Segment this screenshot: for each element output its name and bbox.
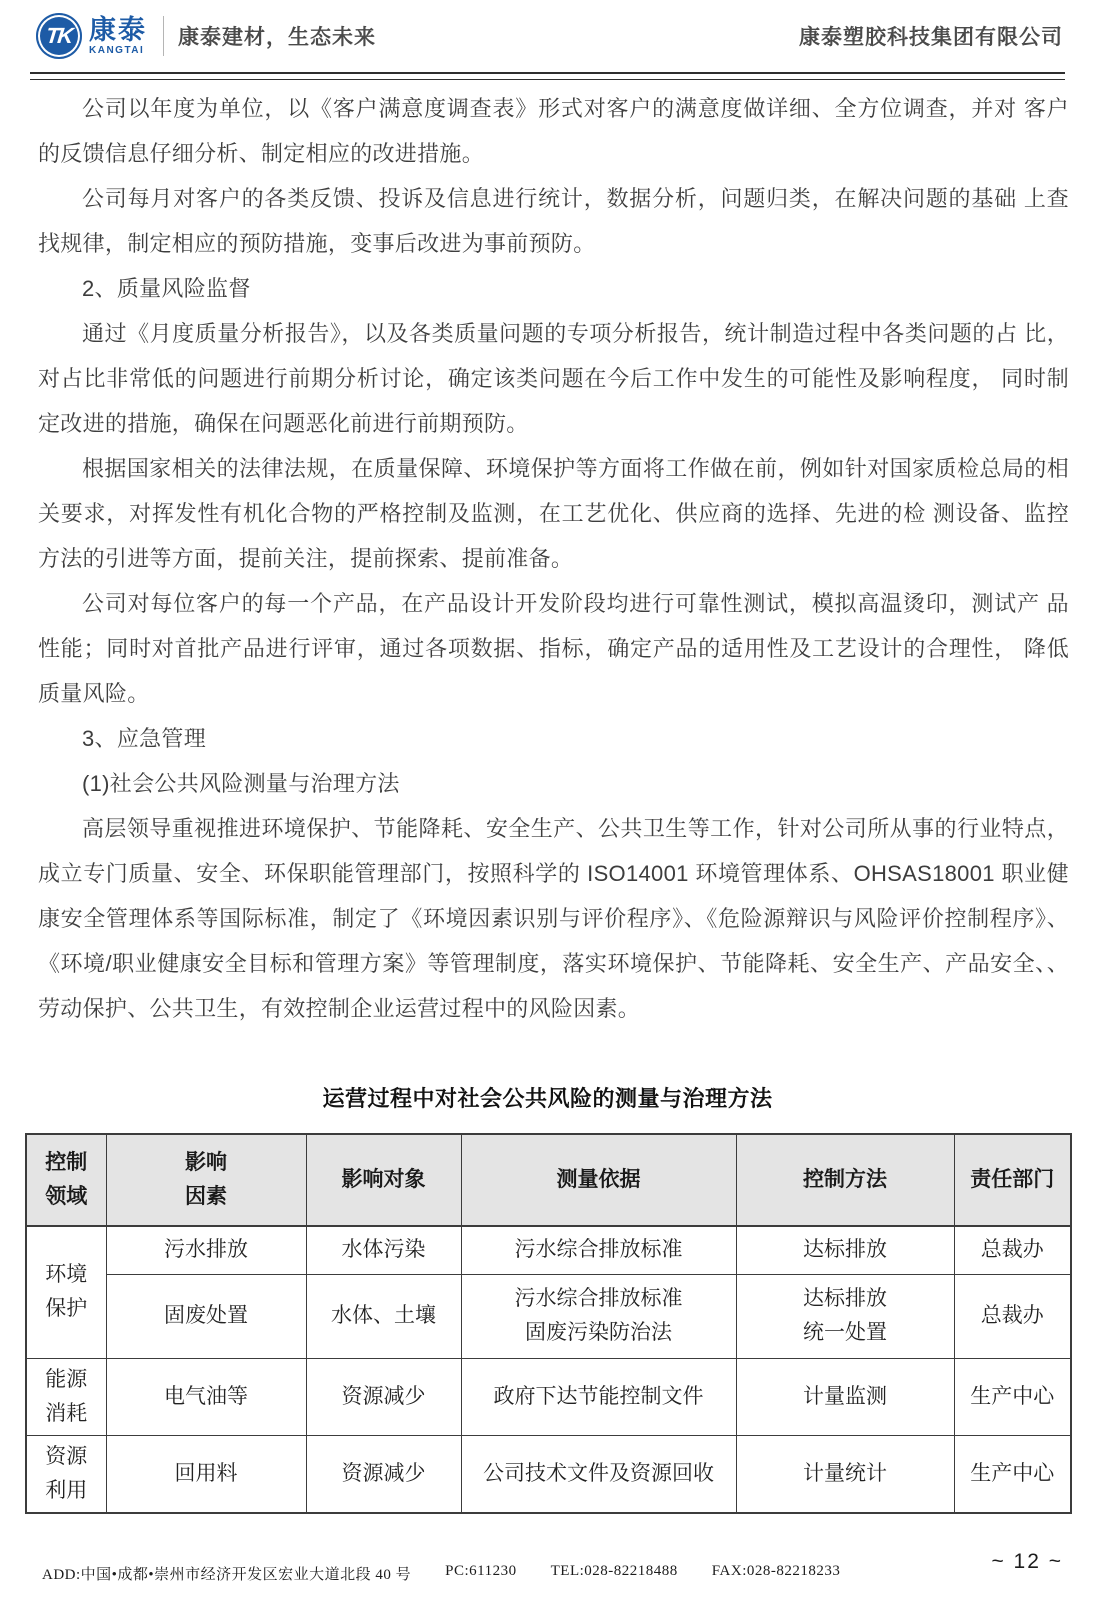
- logo-circle-icon: [36, 13, 82, 59]
- col-header-impact-object: 影响对象: [306, 1134, 461, 1226]
- col-header-responsible-dept: 责任部门: [954, 1134, 1071, 1226]
- paragraph-product-reliability: 公司对每位客户的每一个产品，在产品设计开发阶段均进行可靠性测试，模拟高温烫印，测试产 品性能；同时对首批产品进行评审，通过各项数据、指标，确定产品的适用性及工艺设计的合理性， 降低质量风险。: [38, 591, 1069, 706]
- cell-method: 达标排放 统一处置: [736, 1274, 954, 1358]
- document-body: [38, 86, 1069, 1031]
- cell-basis: 污水综合排放标准 固废污染防治法: [461, 1274, 736, 1358]
- heading-quality-risk-supervision: 2、质量风险监督: [82, 276, 251, 301]
- footer-fax: FAX:028-82218233: [711, 1563, 841, 1579]
- cell-area-resource: 资源 利用: [26, 1435, 106, 1513]
- heading-emergency-management: 3、应急管理: [82, 726, 207, 751]
- cell-method: 计量统计: [736, 1435, 954, 1513]
- cell-area-energy: 能源 消耗: [26, 1358, 106, 1435]
- col-header-control-area: 控制 领域: [26, 1134, 106, 1226]
- page-footer: [42, 1563, 840, 1584]
- table-row: [26, 1274, 1071, 1358]
- logo-tk-monogram: TK: [45, 23, 74, 48]
- footer-address: ADD:中国•成都•崇州市经济开发区宏业大道北段 40 号: [42, 1567, 412, 1583]
- cell-area-environment: 环境 保护: [26, 1226, 106, 1358]
- cell-factor: 污水排放: [106, 1226, 306, 1274]
- cell-basis: 公司技术文件及资源回收: [461, 1435, 736, 1513]
- cell-method: 计量监测: [736, 1358, 954, 1435]
- cell-factor: 固废处置: [106, 1274, 306, 1358]
- cell-basis: 污水综合排放标准: [461, 1226, 736, 1274]
- cell-object: 资源减少: [306, 1435, 461, 1513]
- cell-factor: 回用料: [106, 1435, 306, 1513]
- header-divider: [163, 16, 164, 56]
- col-header-control-method: 控制方法: [736, 1134, 954, 1226]
- paragraph-customer-survey: 公司以年度为单位，以《客户满意度调查表》形式对客户的满意度做详细、全方位调查，并对 客户的反馈信息仔细分析、制定相应的改进措施。: [38, 96, 1069, 166]
- cell-factor: 电气油等: [106, 1358, 306, 1435]
- table-row: [26, 1226, 1071, 1274]
- company-tagline: 康泰建材，生态未来: [178, 26, 376, 49]
- footer-postcode: PC:611230: [445, 1563, 517, 1579]
- cell-object: 水体污染: [306, 1226, 461, 1274]
- table-row: [26, 1435, 1071, 1513]
- table-row: [26, 1358, 1071, 1435]
- cell-dept: 生产中心: [954, 1435, 1071, 1513]
- logo-name-en: KANGTAI: [89, 44, 145, 56]
- logo-name-cn: 康泰: [89, 14, 147, 45]
- table-header-row: [26, 1134, 1071, 1226]
- cell-object: 资源减少: [306, 1358, 461, 1435]
- cell-dept: 总裁办: [954, 1274, 1071, 1358]
- page-header: [0, 0, 1095, 72]
- cell-dept: 生产中心: [954, 1358, 1071, 1435]
- paragraph-laws-regulations: 根据国家相关的法律法规，在质量保障、环境保护等方面将工作做在前，例如针对国家质检总局的相关要求，对挥发性有机化合物的严格控制及监测，在工艺优化、供应商的选择、先进的检 测设备、监控方法的引进等方面，提前关注，提前探索、提前准备。: [38, 456, 1069, 571]
- company-logo: [36, 13, 147, 59]
- logo-wordmark: [89, 14, 147, 56]
- col-header-measure-basis: 测量依据: [461, 1134, 736, 1226]
- paragraph-iso-standards: 高层领导重视推进环境保护、节能降耗、安全生产、公共卫生等工作，针对公司所从事的行业特点，成立专门质量、安全、环保职能管理部门，按照科学的 ISO14001 环境管理体系、OHSAS18001 职业健康安全管理体系等国际标准，制定了《环境因素识别与评价程序》、《危险源辩识与风险评价控制程序》、《环境/职业健康安全目标和管理方案》等管理制度，落实环境保护、节能降耗、安全生产、产品安全、、劳动保护、公共卫生，有效控制企业运营过程中的风险因素。: [38, 816, 1069, 1021]
- cell-object: 水体、土壤: [306, 1274, 461, 1358]
- subheading-public-risk-method: (1)社会公共风险测量与治理方法: [82, 771, 400, 796]
- paragraph-monthly-feedback: 公司每月对客户的各类反馈、投诉及信息进行统计，数据分析，问题归类，在解决问题的基础 上查找规律，制定相应的预防措施，变事后改进为事前预防。: [38, 186, 1069, 256]
- page-number: ~ 12 ~: [991, 1550, 1063, 1573]
- footer-telephone: TEL:028-82218488: [550, 1563, 678, 1579]
- paragraph-monthly-quality-report: 通过《月度质量分析报告》，以及各类质量问题的专项分析报告，统计制造过程中各类问题的占 比，对占比非常低的问题进行前期分析讨论，确定该类问题在今后工作中发生的可能性及影响程度， 同时制定改进的措施，确保在问题恶化前进行前期预防。: [38, 321, 1069, 436]
- cell-dept: 总裁办: [954, 1226, 1071, 1274]
- header-rule: [30, 72, 1065, 80]
- public-risk-table: [25, 1133, 1072, 1514]
- cell-basis: 政府下达节能控制文件: [461, 1358, 736, 1435]
- col-header-impact-factor: 影响 因素: [106, 1134, 306, 1226]
- company-name: 康泰塑胶科技集团有限公司: [799, 26, 1063, 49]
- table-title: 运营过程中对社会公共风险的测量与治理方法: [322, 1086, 773, 1111]
- cell-method: 达标排放: [736, 1226, 954, 1274]
